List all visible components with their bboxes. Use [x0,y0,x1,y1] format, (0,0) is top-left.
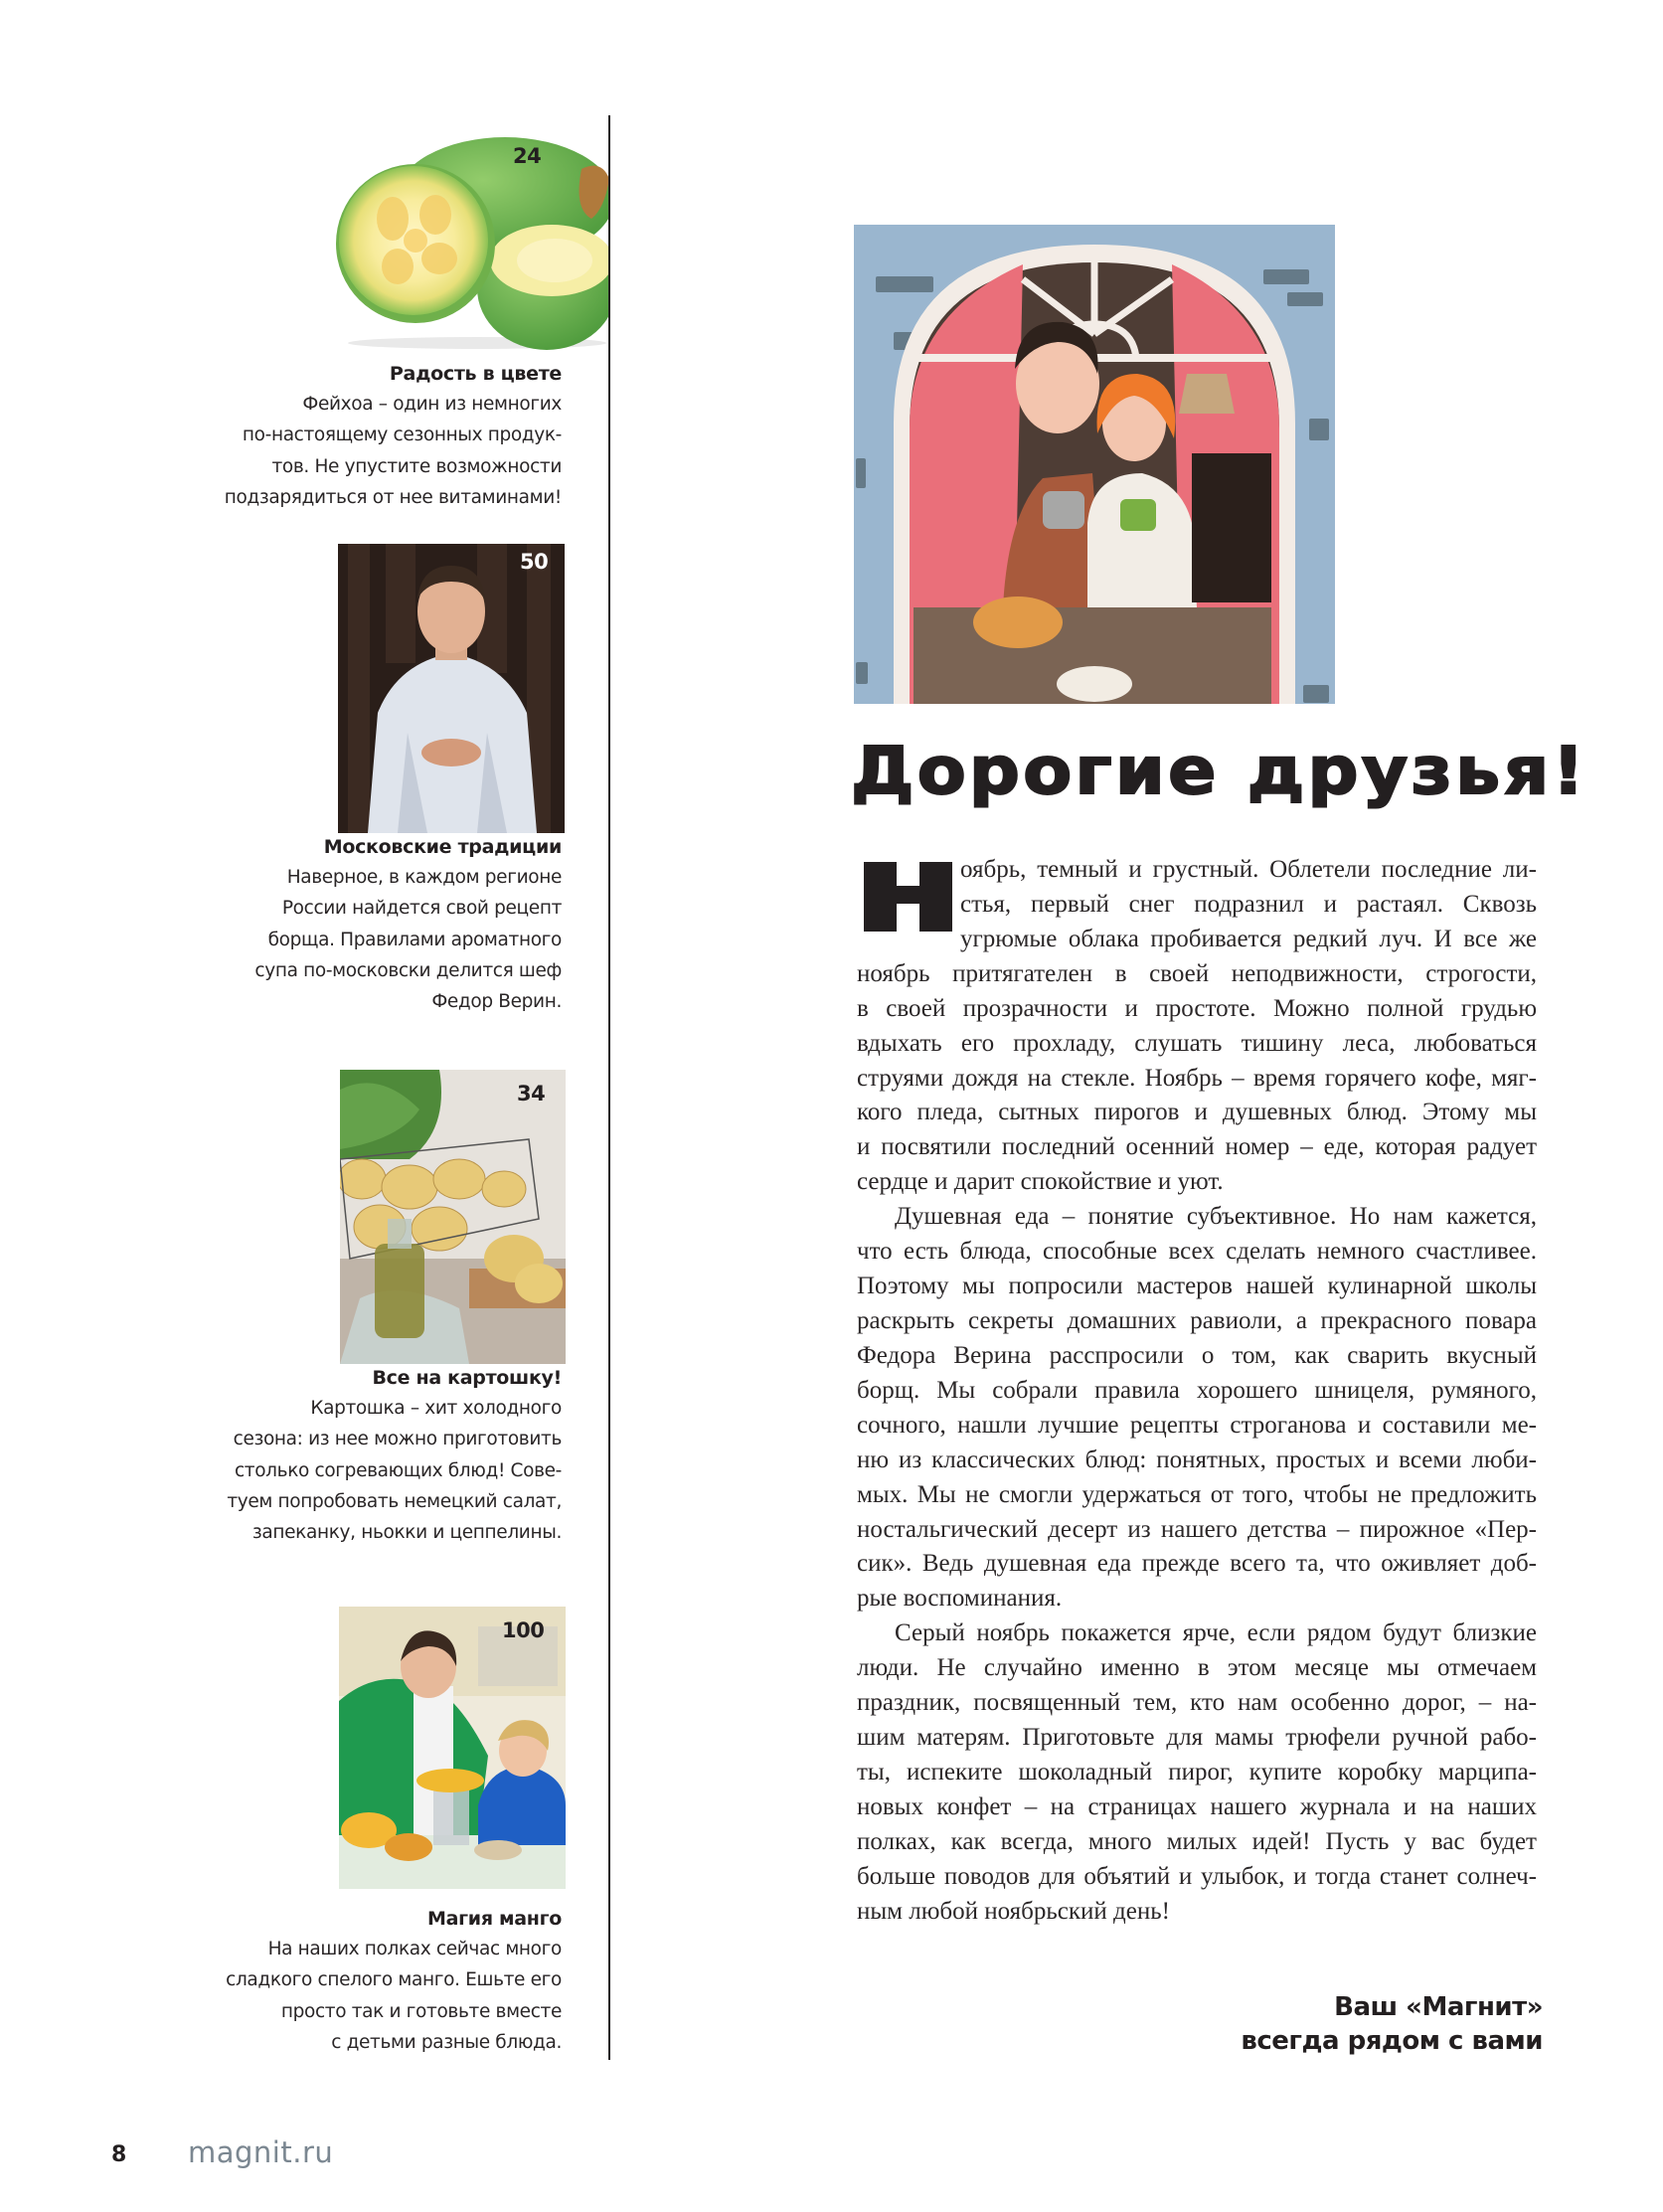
column-divider [608,115,610,2060]
teaser-potatoes[interactable] [227,1363,562,1548]
page-ref-badge: 50 [520,550,549,574]
body-line: борщ. Мы собрали правила хорошего шницеля, румяного, [857,1376,1537,1404]
potatoes-image [340,1070,566,1364]
teaser-line: подзарядиться от нее витаминами! [224,486,562,508]
body-line: раскрыть секреты домашних равиоли, а прекрасного повара [857,1306,1537,1334]
body-line: Серый ноябрь покажется ярче, если рядом будут близкие [895,1619,1537,1647]
body-line: угрюмые облака пробивается редкий луч. И все же [960,925,1537,952]
teaser-line: по-настоящему сезонных продук- [242,425,562,446]
body-line: ноябрь притягателен в своей неподвижности, строгости, [857,959,1537,987]
signature-line: Ваш «Магнит» [1334,1992,1543,2022]
body-line: праздник, посвященный тем, кто нам особенно дорог, – на- [857,1689,1537,1717]
body-line: сочного, нашли лучшие рецепты строганова и составили ме- [857,1411,1537,1439]
chef-photo[interactable] [338,544,565,833]
body-line: в своей прозрачности и простоте. Можно полной грудью [857,994,1537,1022]
body-line: Федора Верина расспросили о том, как сварить вкусный [857,1341,1537,1369]
teaser-line: туем попробовать немецкий салат, [227,1490,562,1512]
body-line: Душевная еда – понятие субъективное. Но нам кажется, [895,1203,1537,1231]
body-line: что есть блюда, способные всех сделать немного счастливее. [857,1238,1537,1266]
body-line: люди. Не случайно именно в этом месяце мы отмечаем [857,1654,1537,1682]
teaser-line: супа по-московски делится шеф [254,959,562,981]
page-ref-badge: 100 [502,1618,545,1642]
teaser-line: сладкого спелого манго. Ешьте его [226,1969,562,1991]
teaser-title: Радость в цвете [389,363,562,385]
teaser-line: сезона: из нее можно приготовить [233,1429,562,1450]
feijoa-image [328,119,609,350]
page-ref-badge: 24 [513,144,542,168]
teaser-line: запеканку, ньокки и цеппелины. [251,1522,562,1544]
teaser-line: России найдется свой рецепт [281,898,562,920]
teaser-title: Магия манго [427,1908,562,1930]
body-line: ты, испеките шоколадный пирог, купите коробку марципа- [857,1758,1537,1786]
body-line: ню из классических блюд: понятных, простых и всеми люби- [857,1446,1537,1473]
body-line: оябрь, темный и грустный. Облетели последние ли- [960,856,1537,883]
body-line: больше поводов для объятий и улыбок, и тогда станет солнеч- [857,1862,1537,1890]
body-line: стья, первый снег подразнил и растаял. Сквозь [960,890,1537,918]
page-number: 8 [111,2142,127,2167]
body-line: кого пледа, сытных пирогов и душевных блюд. Этому мы [857,1099,1537,1126]
mango-image [339,1607,566,1889]
chef-image [338,544,565,833]
teaser-line: столько согревающих блюд! Сове- [234,1459,562,1481]
signature [1241,1990,1543,2058]
body-line: Поэтому мы попросили мастеров нашей кулинарной школы [857,1273,1537,1300]
body-line: шим матерям. Приготовьте для мамы трюфели ручной рабо- [857,1724,1537,1752]
page-title: Дорогие друзья! [851,733,1588,809]
teaser-line: просто так и готовьте вместе [280,2000,562,2022]
teaser-chef[interactable] [254,832,562,1017]
teaser-line: борща. Правилами ароматного [267,929,562,950]
body-line: мых. Мы не смогли удержаться от того, чтобы не предложить [857,1480,1537,1508]
body-line: ным любой ноябрьский день! [857,1897,1170,1925]
feijoa-photo[interactable] [328,119,609,350]
teaser-line: тов. Не упустите возможности [271,455,562,477]
page-ref-badge: 34 [517,1082,546,1106]
teaser-line: Картошка – хит холодного [310,1398,562,1419]
teaser-title: Все на картошку! [372,1367,562,1389]
teaser-line: Фейхоа – один из немногих [302,394,562,415]
body-line: струями дождя на стекле. Ноябрь – время горячего кофе, мяг- [857,1064,1537,1092]
teaser-line: Наверное, в каждом регионе [286,867,562,888]
teaser-mango[interactable] [226,1904,562,2058]
teaser-line: На наших полках сейчас много [267,1939,562,1959]
potatoes-photo[interactable] [340,1070,566,1364]
couple-at-window-illustration [854,225,1335,704]
editorial-body [857,853,1537,1930]
body-line: сердце и дарит спокойствие и уют. [857,1168,1224,1196]
body-line: ностальгический десерт из нашего детства – пирожное «Пер- [857,1515,1537,1543]
body-line: и посвятили последний осенний номер – еде, которая радует [857,1133,1537,1161]
teaser-feijoa[interactable] [225,359,562,513]
teaser-title: Московские традиции [323,836,562,858]
body-line: полках, как всегда, много милых идей! Пусть у вас будет [857,1827,1537,1855]
mango-kids-photo[interactable] [339,1607,566,1889]
teaser-line: с детьми разные блюда. [331,2031,562,2053]
illustration-image [854,225,1335,704]
body-line: вдыхать его прохладу, слушать тишину леса, любоваться [857,1029,1537,1057]
teaser-line: Федор Верин. [431,991,562,1013]
body-line: сик». Ведь душевная еда прежде всего та, что оживляет доб- [857,1550,1537,1578]
signature-line: всегда рядом с вами [1241,2026,1543,2056]
site-link[interactable]: magnit.ru [188,2135,334,2169]
body-line: новых конфет – на страницах нашего журнала и на наших [857,1792,1537,1820]
body-line: рые воспоминания. [857,1585,1063,1613]
